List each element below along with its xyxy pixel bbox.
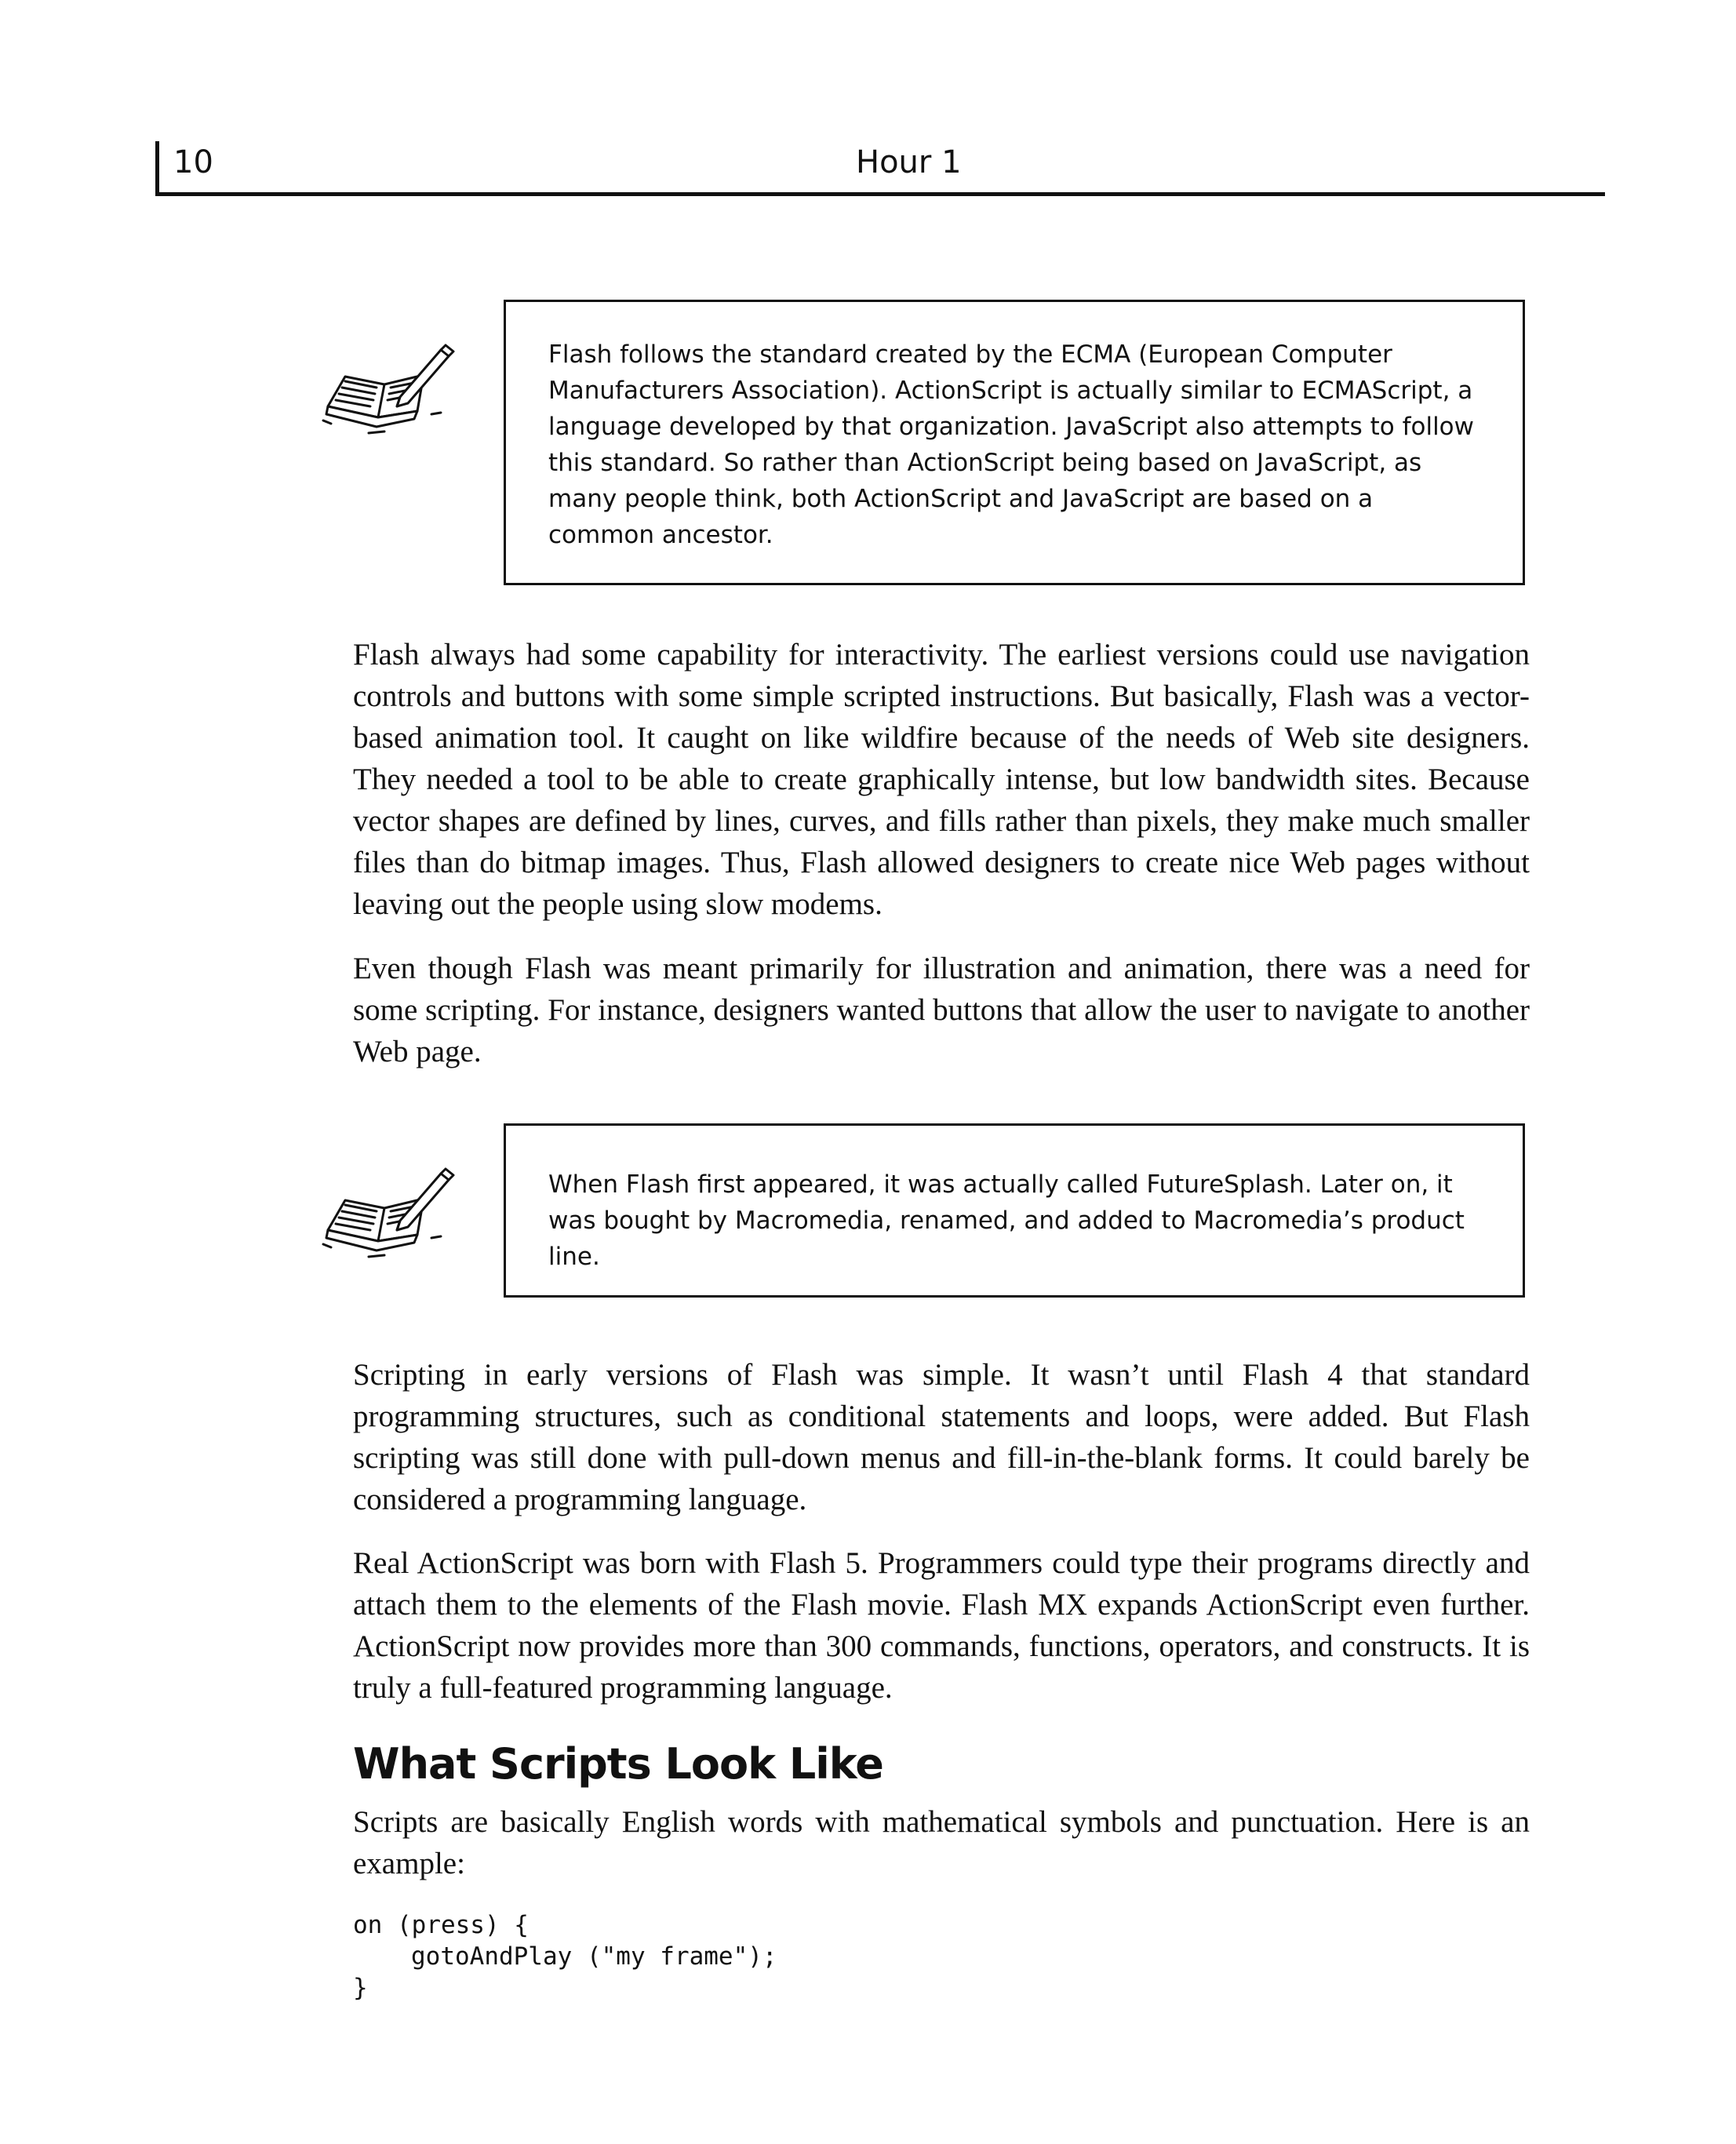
note-box: [504, 1123, 1525, 1298]
body-paragraph: Scripts are basically English words with mathematical symbols and punctuation. Here is an example:: [353, 1805, 1530, 1880]
code-line: on (press) {: [353, 1911, 529, 1939]
notebook-pencil-icon: [322, 1163, 455, 1265]
section-heading: What Scripts Look Like: [353, 1739, 883, 1789]
body-paragraph: Real ActionScript was born with Flash 5. Programmers could type their programs directly and attach them to the elements of the Flash movie. Flash MX expands ActionScript even further. ActionScript now provides more than 300 commands, functions, operators, and constructs. It is truly a full-featured programming language.: [353, 1546, 1530, 1705]
running-head-title: Hour 1: [856, 144, 962, 180]
note-text: Flash follows the standard created by the ECMA (European Computer Manufacturers Association). ActionScript is actually similar to ECMAScript, a language developed by that organization. JavaScript also attempts to follow this standard. So rather than ActionScript being based on JavaScript, as many people think, both ActionScript and JavaScript are based on a common ancestor.: [548, 340, 1474, 549]
body-paragraph: Scripting in early versions of Flash was simple. It wasn’t until Flash 4 that standard programming structures, such as conditional statements and loops, were added. But Flash scripting was still done with pull-down menus and fill-in-the-blank forms. It could barely be considered a programming language.: [353, 1358, 1530, 1516]
notebook-pencil-icon: [322, 339, 455, 441]
code-listing: [353, 1909, 777, 2004]
body-paragraph: Even though Flash was meant primarily for illustration and animation, there was a need for some scripting. For instance, designers wanted buttons that allow the user to navigate to another Web page.: [353, 952, 1530, 1068]
code-line: }: [353, 1974, 368, 2002]
note-box: [504, 300, 1525, 585]
page-number: 10: [173, 144, 213, 180]
code-line: gotoAndPlay ("my frame");: [411, 1942, 777, 1971]
body-paragraph: Flash always had some capability for interactivity. The earliest versions could use navigation controls and buttons with some simple scripted instructions. But basically, Flash was a vector-based animation tool. It caught on like wildfire because of the needs of Web site designers. They needed a tool to be able to create graphically intense, but low bandwidth sites. Because vector shapes are defined by lines, curves, and fills rather than pixels, they make much smaller files than do bitmap images. Thus, Flash allowed designers to create nice Web pages without leaving out the people using slow modems.: [353, 638, 1530, 921]
running-header: [155, 141, 1605, 196]
note-text: When Flash first appeared, it was actually called FutureSplash. Later on, it was bought by Macromedia, renamed, and added to Macromedia’s product line.: [548, 1170, 1465, 1271]
